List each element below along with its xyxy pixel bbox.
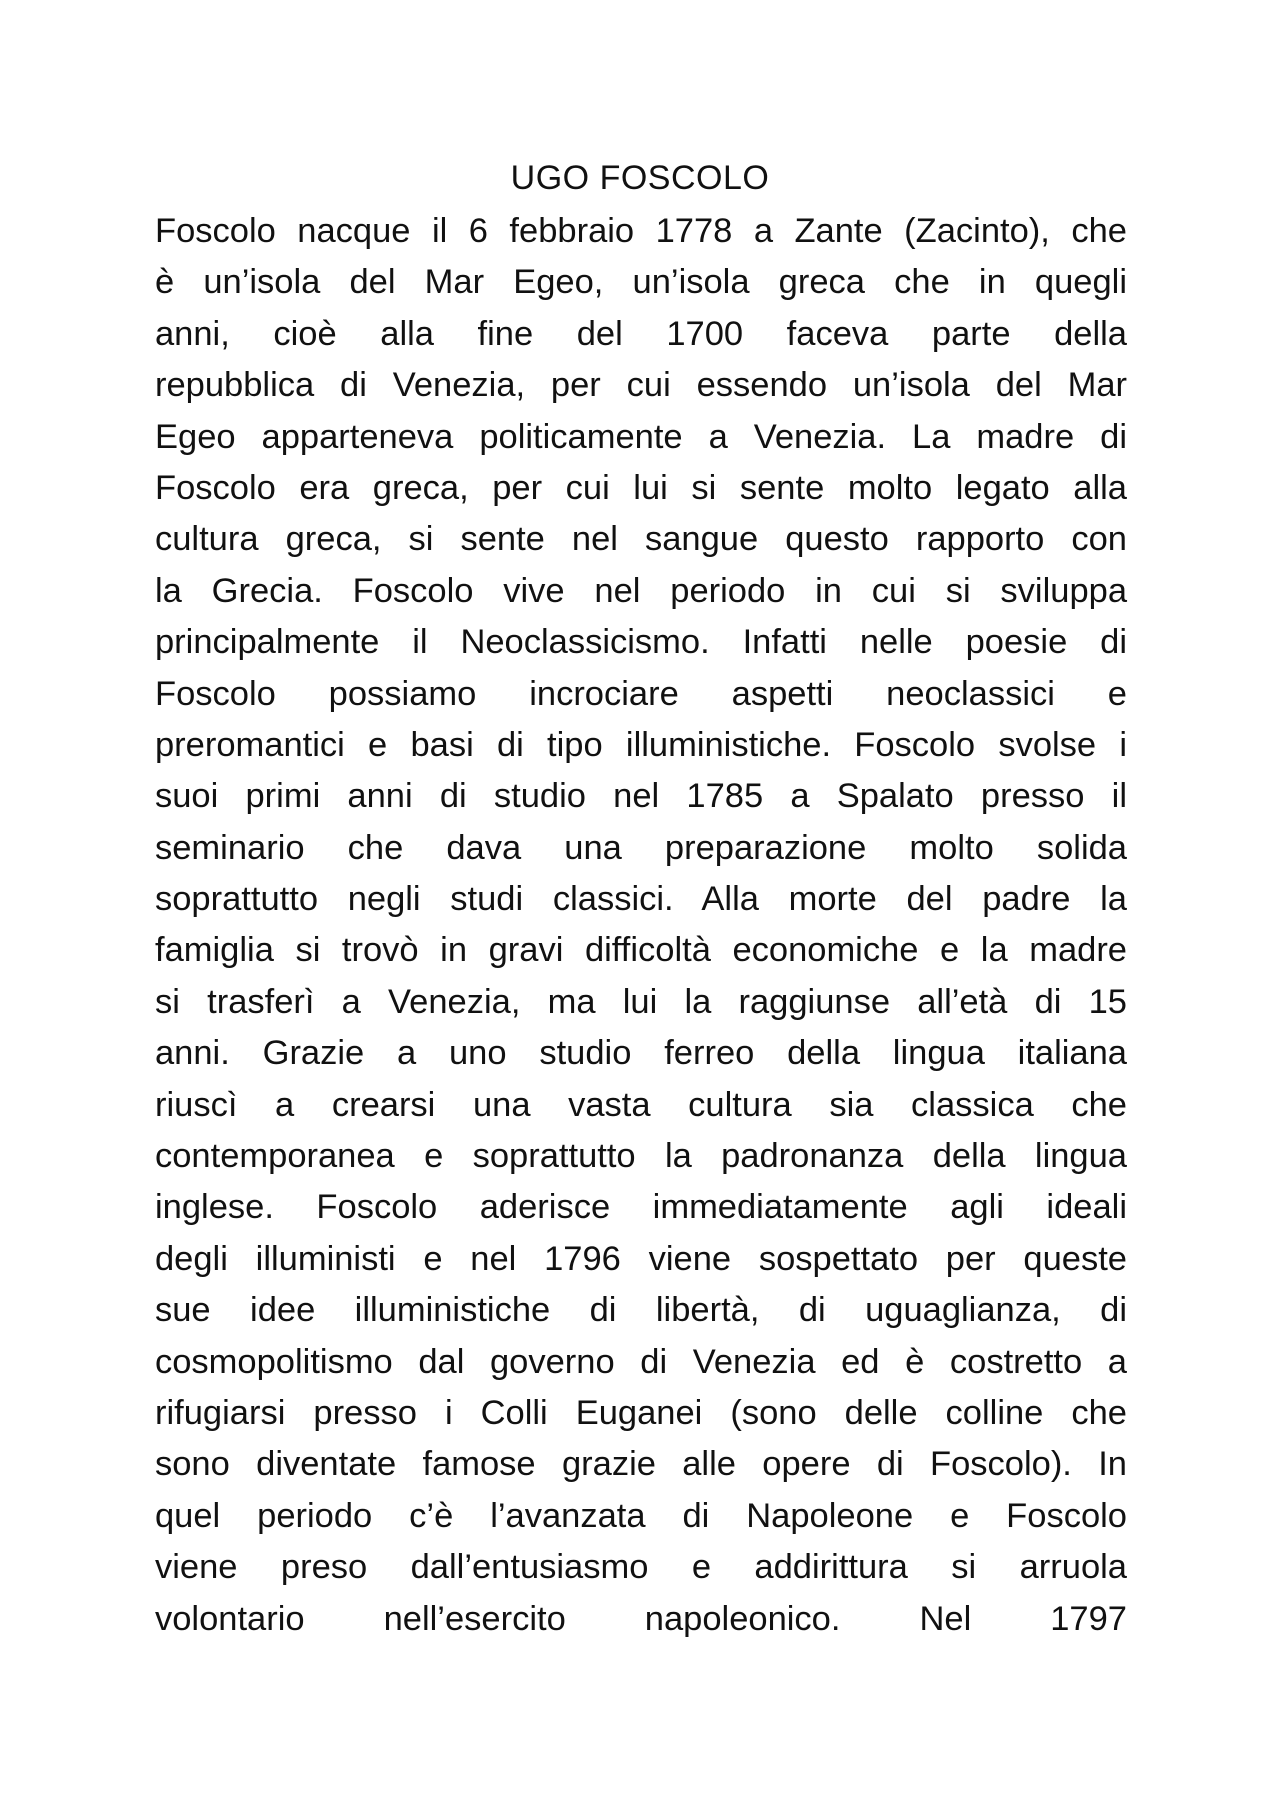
- text-line: riuscì a crearsi una vasta cultura sia classica che: [155, 1085, 1127, 1124]
- text-line: si trasferì a Venezia, ma lui la raggiunse all’età di 15: [155, 982, 1127, 1021]
- text-line: contemporanea e soprattutto la padronanza della lingua: [155, 1137, 1127, 1176]
- text-line: quel periodo c’è l’avanzata di Napoleone e Foscolo: [155, 1496, 1127, 1535]
- text-line: Egeo apparteneva politicamente a Venezia. La madre di: [155, 417, 1127, 456]
- text-line: famiglia si trovò in gravi difficoltà economiche e la madre: [155, 931, 1127, 970]
- text-line: la Grecia. Foscolo vive nel periodo in cui si sviluppa: [155, 571, 1127, 610]
- text-line: repubblica di Venezia, per cui essendo un’isola del Mar: [155, 366, 1127, 405]
- text-line: seminario che dava una preparazione molto solida: [155, 828, 1127, 867]
- text-line: inglese. Foscolo aderisce immediatamente agli ideali: [155, 1188, 1127, 1227]
- text-line: è un’isola del Mar Egeo, un’isola greca che in quegli: [155, 263, 1127, 302]
- text-line: rifugiarsi presso i Colli Euganei (sono delle colline che: [155, 1393, 1127, 1432]
- text-line: degli illuministi e nel 1796 viene sospettato per queste: [155, 1239, 1127, 1278]
- text-line: principalmente il Neoclassicismo. Infatti nelle poesie di: [155, 623, 1127, 662]
- text-line: anni. Grazie a uno studio ferreo della lingua italiana: [155, 1034, 1127, 1073]
- text-line: sue idee illuministiche di libertà, di uguaglianza, di: [155, 1291, 1127, 1330]
- text-line: anni, cioè alla fine del 1700 faceva parte della: [155, 314, 1127, 353]
- text-line: volontario nell’esercito napoleonico. Nel 1797: [155, 1599, 1127, 1638]
- text-line: soprattutto negli studi classici. Alla morte del padre la: [155, 880, 1127, 919]
- text-line: viene preso dall’entusiasmo e addirittura si arruola: [155, 1548, 1127, 1587]
- text-line: preromantici e basi di tipo illuministiche. Foscolo svolse i: [155, 725, 1127, 764]
- document-body: [155, 206, 1127, 1645]
- text-line: sono diventate famose grazie alle opere di Foscolo). In: [155, 1445, 1127, 1484]
- text-line: Foscolo nacque il 6 febbraio 1778 a Zante (Zacinto), che: [155, 212, 1127, 250]
- text-line: cultura greca, si sente nel sangue questo rapporto con: [155, 520, 1127, 559]
- text-line: Foscolo possiamo incrociare aspetti neoclassici e: [155, 674, 1127, 713]
- text-line: Foscolo era greca, per cui lui si sente molto legato alla: [155, 468, 1127, 507]
- document-title: UGO FOSCOLO: [510, 159, 770, 197]
- text-line: cosmopolitismo dal governo di Venezia ed è costretto a: [155, 1342, 1127, 1381]
- text-line: suoi primi anni di studio nel 1785 a Spalato presso il: [155, 777, 1127, 816]
